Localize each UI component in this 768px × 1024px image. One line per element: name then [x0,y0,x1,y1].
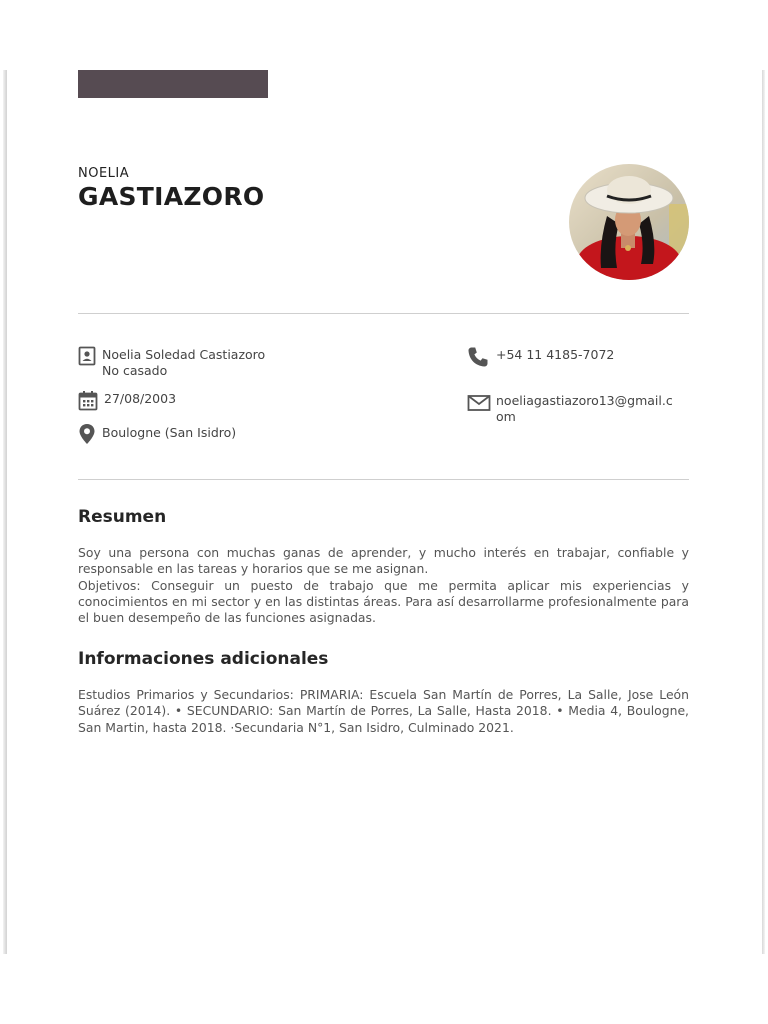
phone-text: +54 11 4185-7072 [496,347,615,362]
email-text-line2: om [496,409,516,424]
location-pin-icon [78,423,96,443]
email-text-line1: noeliagastiazoro13@gmail.c [496,393,673,408]
header-accent-bar [78,70,268,98]
location-text: Boulogne (San Isidro) [102,425,237,440]
last-name: GASTIAZORO [78,182,265,211]
full-name-text: Noelia Soledad Castiazoro [102,347,266,362]
envelope-icon [467,394,485,414]
birth-date-text: 27/08/2003 [104,391,177,406]
profile-photo [569,164,689,280]
summary-paragraph-2: Objetivos: Conseguir un puesto de trabajo que me permita aplicar mis experiencias y conocimientos en mi sector y en las distintas áreas. Para así desarrollarme profesionalmente para el buen desempeño de las funciones asignadas. [78,577,689,626]
contact-card-icon [78,346,96,366]
additional-info-text: Estudios Primarios y Secundarios: PRIMARIA: Escuela San Martín de Porres, La Salle, Jose León Suárez (2014). • SECUNDARIO: San Martín de Porres, La Salle, Hasta 2018. • Media 4, Boulogne, San Martin, hasta 2018. ·Secundaria N°1, San Isidro, Culminado 2021. [78,687,689,735]
divider-middle [78,479,689,480]
summary-heading: Resumen [78,507,167,527]
divider-top [78,313,689,314]
first-name: NOELIA [78,166,130,181]
summary-paragraph-1: Soy una persona con muchas ganas de aprender, y mucho interés en trabajar, confiable y responsable en las tareas y horarios que se me asignan. [78,545,689,577]
phone-icon [467,346,485,366]
additional-info-heading: Informaciones adicionales [78,649,329,669]
page-edge-right [762,70,765,954]
marital-status-text: No casado [102,363,168,378]
summary-body [78,545,689,626]
calendar-icon [78,390,96,410]
additional-info-body [78,687,689,736]
